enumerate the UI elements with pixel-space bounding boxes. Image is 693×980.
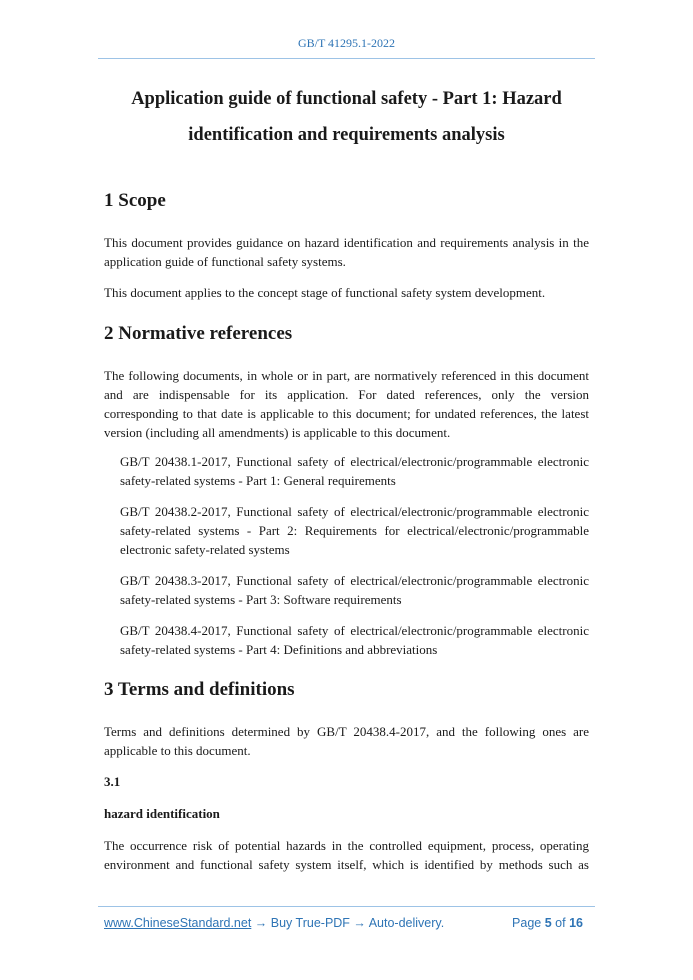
page-label: Page bbox=[512, 916, 542, 930]
term-definition: The occurrence risk of potential hazards in the controlled equipment, process, operating environment and functional safety system itself, which is identified by methods such as bbox=[104, 838, 589, 872]
section-heading-terms-and-definitions: 3 Terms and definitions bbox=[104, 679, 295, 700]
title-line-2: identification and requirements analysis bbox=[188, 125, 505, 145]
section-heading-normative-references: 2 Normative references bbox=[104, 323, 293, 344]
current-page-number: 5 bbox=[544, 916, 552, 930]
total-pages-number: 16 bbox=[569, 916, 583, 930]
footer-promo bbox=[104, 916, 444, 930]
page-of-label: of bbox=[555, 916, 566, 930]
terms-intro: Terms and definitions determined by GB/T 20438.4-2017, and the following ones are applicable to this document. bbox=[104, 724, 589, 758]
document-title bbox=[98, 81, 595, 153]
reference-item: GB/T 20438.2-2017, Functional safety of electrical/electronic/programmable electronic safety-related systems - Part 2: Requirements for electrical/electronic/programmable electronic safety-related systems bbox=[120, 504, 589, 557]
reference-item: GB/T 20438.3-2017, Functional safety of electrical/electronic/programmable electronic safety-related systems - Part 3: Software requirements bbox=[120, 573, 589, 607]
term-number: 3.1 bbox=[104, 774, 121, 789]
scope-paragraph-1: This document provides guidance on hazard identification and requirements analysis in the application guide of functional safety systems. bbox=[104, 235, 589, 269]
reference-item: GB/T 20438.1-2017, Functional safety of electrical/electronic/programmable electronic safety-related systems - Part 1: General requirements bbox=[120, 454, 589, 488]
footer-promo-text: → Buy True-PDF → Auto-delivery. bbox=[251, 916, 445, 930]
title-line-1: Application guide of functional safety - Part 1: Hazard bbox=[131, 89, 562, 109]
term-name: hazard identification bbox=[104, 806, 220, 821]
footer-divider bbox=[98, 906, 595, 907]
normative-references-intro: The following documents, in whole or in part, are normatively referenced in this document and are indispensable for its application. For dated references, only the version corresponding to that date is applicable to this document; for undated references, the latest version (including all amendments) is applicable to this document. bbox=[104, 368, 589, 440]
reference-item: GB/T 20438.4-2017, Functional safety of electrical/electronic/programmable electronic safety-related systems - Part 4: Definitions and abbreviations bbox=[120, 623, 589, 657]
header-divider bbox=[98, 58, 595, 59]
scope-paragraph-2: This document applies to the concept stage of functional safety system development. bbox=[104, 285, 546, 300]
section-heading-scope: 1 Scope bbox=[104, 190, 166, 211]
page-indicator bbox=[512, 916, 583, 930]
website-link[interactable]: www.ChineseStandard.net bbox=[104, 916, 252, 930]
standard-code-header: GB/T 41295.1-2022 bbox=[297, 36, 396, 50]
